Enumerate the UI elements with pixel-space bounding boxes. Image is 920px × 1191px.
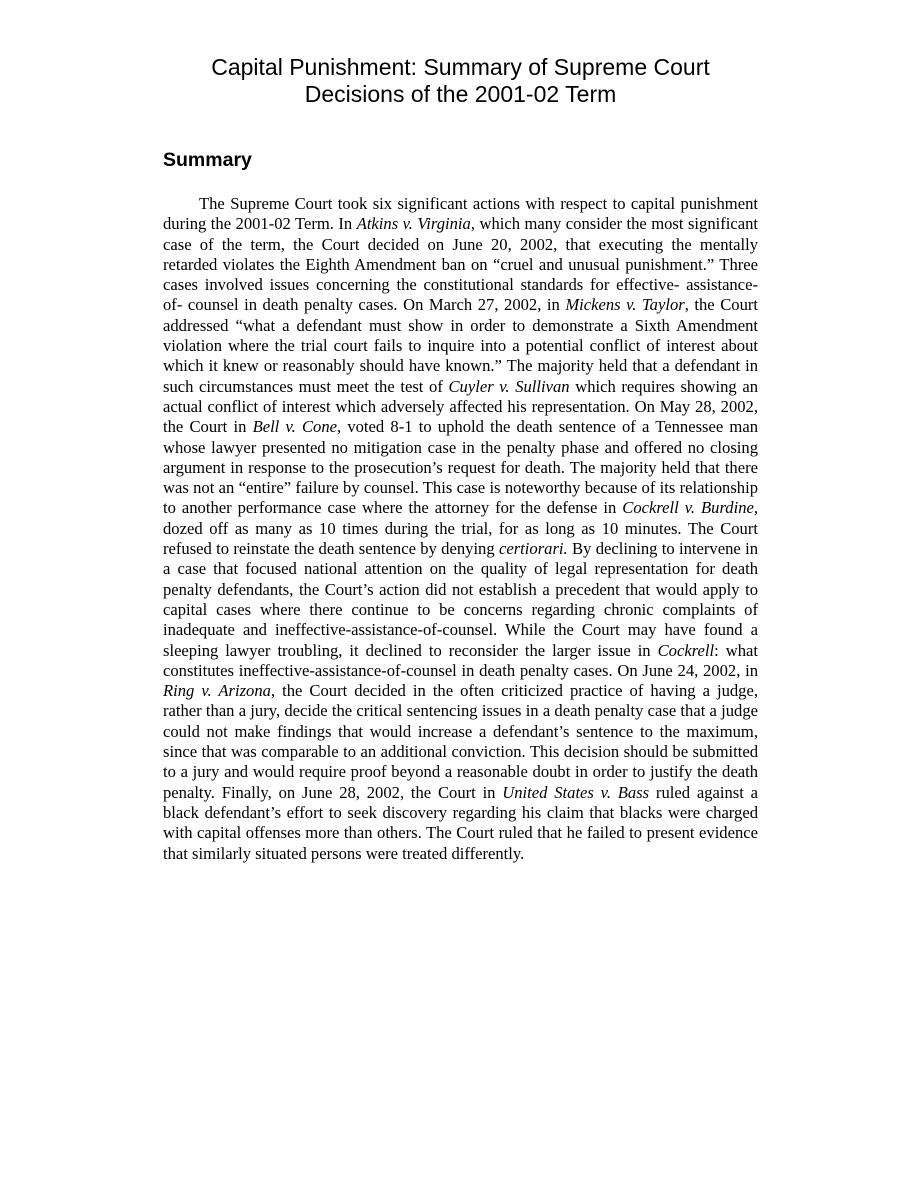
paragraph-text-run: The Supreme Court took six significant actions with respect to capital punishment during the 2001-02 Term. In xyxy=(163,194,758,234)
paragraph-text-run: ruled against a black defendant’s effort to seek discovery regarding his claim that blacks were charged with capital offenses more than others. The Court ruled that he failed to present evidence that similarly situated persons were treated differently. xyxy=(163,782,758,863)
paragraph-text-run: which many consider the most significant case of the term, the Court decided on June 20, 2002, that executing the mentally retarded violates the Eighth Amendment ban on “cruel and unusual punishment.” Three cases involved issues concerning the constitutional standards for effective- assistance- of- counsel in death penalty cases. On March 27, 2002, in xyxy=(163,214,759,315)
document-title-line-2: Decisions of the 2001-02 Term xyxy=(304,81,617,107)
case-name: Mickens v. Taylor xyxy=(565,295,685,315)
paragraph-text-run: the Court decided in the often criticized practice of having a judge, rather than a jury, decide the critical sentencing issues in a death penalty case that a judge could not make findings that would increase a defendant’s sentence to the maximum, since that was comparable to an additional conviction. This decision should be submitted to a jury and would require proof beyond a reasonable doubt in order to justify the death penalty. Finally, on June 28, 2002, the Court in xyxy=(163,681,758,802)
case-name: Bell v. Cone, xyxy=(252,417,342,437)
case-name: Cockrell v. Burdine, xyxy=(622,498,759,518)
case-name: Cuyler v. Sullivan xyxy=(448,376,570,396)
paragraph-text-run: which requires showing an actual conflict of interest which adversely affected his representation. On May 28, 2002, the Court in xyxy=(163,376,758,437)
document-title xyxy=(163,54,758,108)
document-title-line-1: Capital Punishment: Summary of Supreme Court xyxy=(211,54,710,80)
case-name: Cockrell xyxy=(657,640,715,660)
case-name: certiorari. xyxy=(498,539,568,559)
summary-paragraph xyxy=(163,194,758,864)
case-name: Atkins v. Virginia, xyxy=(356,214,475,234)
case-name: United States v. Bass xyxy=(502,782,650,802)
paragraph-text-run: voted 8-1 to uphold the death sentence of a Tennessee man whose lawyer presented no mitigation case in the penalty phase and offered no closing argument in response to the prosecution’s request for death. The majority held that there was not an “entire” failure by counsel. This case is noteworthy because of its relationship to another performance case where the attorney for the defense in xyxy=(163,417,758,518)
paragraph-text-run: dozed off as many as 10 times during the trial, for as long as 10 minutes. The Court refused to reinstate the death sentence by denying xyxy=(163,518,758,559)
section-heading-summary: Summary xyxy=(163,149,252,171)
paragraph-text-run: : what constitutes ineffective-assistance-of-counsel in death penalty cases. On June 24, 2002, in xyxy=(163,640,759,680)
document-page xyxy=(163,54,758,864)
paragraph-text-run: , the Court addressed “what a defendant must show in order to demonstrate a Sixth Amendment violation where the trial court fails to inquire into a potential conflict of interest about which it knew or reasonably should have known.” The majority held that a defendant in such circumstances must meet the test of xyxy=(163,295,759,396)
case-name: Ring v. Arizona, xyxy=(163,681,276,701)
paragraph-text-run: By declining to intervene in a case that focused national attention on the quality of legal representation for death penalty defendants, the Court’s action did not establish a precedent that would apply to capital cases where there continue to be concerns regarding chronic complaints of inadequate and ineffective-assistance-of-counsel. While the Court may have found a sleeping lawyer troubling, it declined to reconsider the larger issue in xyxy=(163,539,758,660)
